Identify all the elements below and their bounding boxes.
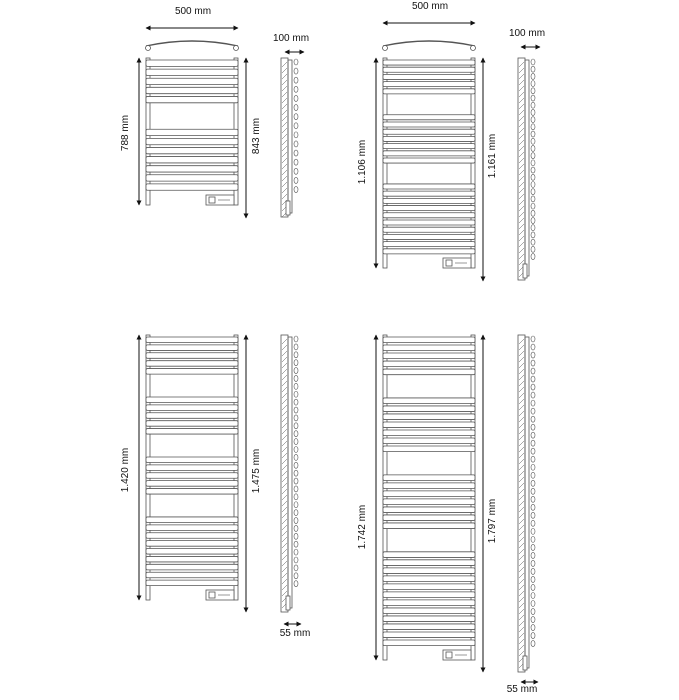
v4-bar-end <box>531 464 535 470</box>
v1-rail-end-left <box>146 46 151 51</box>
v2-bar <box>383 115 475 120</box>
v2-bar-end <box>531 131 535 137</box>
v2-depth-label: 100 mm <box>508 28 546 39</box>
v4-bar <box>383 430 475 436</box>
v2-bar-end <box>531 59 535 65</box>
v4-bar-end <box>531 641 535 647</box>
v1-bar <box>146 87 238 93</box>
v4-bar-end <box>531 480 535 486</box>
v1-radiator <box>146 41 299 217</box>
v3-side-body <box>288 337 292 608</box>
v3-bar-end <box>294 525 298 531</box>
v2-bar-end <box>531 167 535 173</box>
v1-bar <box>146 78 238 84</box>
v3-bar <box>146 533 238 539</box>
v2-bar <box>383 242 475 247</box>
v4-bar <box>383 608 475 614</box>
v2-bar-end <box>531 218 535 224</box>
v1-bar-end <box>294 177 298 183</box>
v4-bar-end <box>531 336 535 342</box>
v4-bar-end <box>531 633 535 639</box>
v1-rail-end-right <box>234 46 239 51</box>
v1-bar <box>146 166 238 172</box>
v4-bar <box>383 640 475 646</box>
v2-bar <box>383 89 475 94</box>
v4-bar <box>383 515 475 521</box>
v1-bar-end <box>294 86 298 92</box>
v4-bar <box>383 560 475 566</box>
v1-side-body <box>288 60 292 213</box>
v3-bar <box>146 525 238 531</box>
v2-bar <box>383 60 475 65</box>
v2-bar <box>383 67 475 72</box>
v3-bar <box>146 413 238 419</box>
v4-side-body <box>525 337 529 668</box>
v2-bar-end <box>531 246 535 252</box>
v3-bar-end <box>294 439 298 445</box>
v4-bar <box>383 491 475 497</box>
v2-bar <box>383 220 475 225</box>
v2-bar-end <box>531 239 535 245</box>
v2-bar-end <box>531 196 535 202</box>
v3-bar-end <box>294 565 298 571</box>
v2-height-label: 1.106 mm <box>357 139 368 185</box>
v2-bar <box>383 227 475 232</box>
v3-bar-end <box>294 352 298 358</box>
v1-bar-end <box>294 77 298 83</box>
v2-rail-end-left <box>383 46 388 51</box>
v1-bar <box>146 96 238 102</box>
v3-bar-end <box>294 462 298 468</box>
v4-bar-end <box>531 448 535 454</box>
v4-bar-end <box>531 592 535 598</box>
v3-bar-end <box>294 415 298 421</box>
v3-bar <box>146 549 238 555</box>
v3-bar <box>146 564 238 570</box>
v3-bar <box>146 556 238 562</box>
v3-bar-end <box>294 470 298 476</box>
v1-side-wall-plate <box>281 58 288 217</box>
v4-bar-end <box>531 344 535 350</box>
v2-bar <box>383 191 475 196</box>
v3-bar <box>146 369 238 375</box>
v1-bar <box>146 175 238 181</box>
v4-bar <box>383 446 475 452</box>
v2-bar <box>383 136 475 141</box>
v4-bar <box>383 345 475 351</box>
v1-bar-end <box>294 132 298 138</box>
v3-bar-end <box>294 399 298 405</box>
v2-bar-end <box>531 153 535 159</box>
v2-bar <box>383 151 475 156</box>
v4-bar <box>383 369 475 375</box>
v4-bar-end <box>531 432 535 438</box>
v3-bottom-depth-label: 55 mm <box>279 628 311 639</box>
v2-bar-end <box>531 174 535 180</box>
v1-height-label: 788 mm <box>120 114 131 152</box>
v4-bar <box>383 422 475 428</box>
v2-bar-end <box>531 66 535 72</box>
v4-bar-end <box>531 520 535 526</box>
v4-height-label: 1.742 mm <box>357 504 368 550</box>
v2-bar <box>383 184 475 189</box>
v1-bar <box>146 157 238 163</box>
v1-bar-end <box>294 159 298 165</box>
v1-total-height-label: 843 mm <box>251 117 262 155</box>
v2-bar-end <box>531 109 535 115</box>
v3-bar <box>146 465 238 471</box>
v3-bar-end <box>294 502 298 508</box>
v4-bar-end <box>531 544 535 550</box>
v3-bar <box>146 572 238 578</box>
v4-bar <box>383 361 475 367</box>
v3-bar-end <box>294 486 298 492</box>
v4-bar <box>383 624 475 630</box>
v2-bar-end <box>531 81 535 87</box>
v4-bar-end <box>531 601 535 607</box>
v2-bar-end <box>531 88 535 94</box>
v2-bar-end <box>531 145 535 151</box>
v4-bar <box>383 552 475 558</box>
v1-depth-label: 100 mm <box>272 33 310 44</box>
v3-bar-end <box>294 478 298 484</box>
v1-bar-end <box>294 141 298 147</box>
v2-bar-end <box>531 182 535 188</box>
v2-bar-end <box>531 95 535 101</box>
v2-bar <box>383 122 475 127</box>
v2-bar-end <box>531 225 535 231</box>
v3-bar-end <box>294 541 298 547</box>
v4-bar-end <box>531 568 535 574</box>
v2-bar <box>383 82 475 87</box>
v4-bar <box>383 576 475 582</box>
v3-bar <box>146 337 238 343</box>
v3-bar <box>146 405 238 411</box>
v4-bar-end <box>531 504 535 510</box>
v3-bar-end <box>294 581 298 587</box>
v2-bar-end <box>531 102 535 108</box>
v3-bar-end <box>294 336 298 342</box>
v4-bar <box>383 353 475 359</box>
v3-bar-end <box>294 518 298 524</box>
v4-bar <box>383 499 475 505</box>
v4-bar <box>383 523 475 529</box>
v4-bar-end <box>531 488 535 494</box>
v4-bar <box>383 507 475 513</box>
v4-bar <box>383 632 475 638</box>
v1-bar-end <box>294 168 298 174</box>
v4-bar-end <box>531 512 535 518</box>
v1-bar <box>146 184 238 190</box>
v1-bar <box>146 129 238 135</box>
v2-bar <box>383 158 475 163</box>
v1-bar-end <box>294 123 298 129</box>
v1-side-heater <box>286 201 290 215</box>
v2-bar-end <box>531 117 535 123</box>
v2-bar-end <box>531 232 535 238</box>
v3-bar-end <box>294 431 298 437</box>
v4-bar-end <box>531 392 535 398</box>
v1-bar-end <box>294 68 298 74</box>
v3-bar-end <box>294 344 298 350</box>
v4-bar <box>383 600 475 606</box>
v4-bar-end <box>531 625 535 631</box>
v3-bar-end <box>294 557 298 563</box>
v2-bar <box>383 206 475 211</box>
v4-bar-end <box>531 552 535 558</box>
v2-bar <box>383 198 475 203</box>
v4-bar-end <box>531 424 535 430</box>
v2-rail-end-right <box>471 46 476 51</box>
v3-bar <box>146 345 238 351</box>
v2-bar-end <box>531 189 535 195</box>
v3-bar-end <box>294 447 298 453</box>
v4-bar-end <box>531 376 535 382</box>
v3-bar-end <box>294 549 298 555</box>
v4-bar-end <box>531 472 535 478</box>
v2-side-heater <box>523 264 527 278</box>
v2-bar-end <box>531 254 535 260</box>
v4-bar-end <box>531 416 535 422</box>
v3-bar-end <box>294 383 298 389</box>
v4-bar-end <box>531 496 535 502</box>
v3-radiator <box>146 335 298 612</box>
v3-bar <box>146 421 238 427</box>
v4-bar-end <box>531 617 535 623</box>
v2-bar-end <box>531 138 535 144</box>
v3-bar <box>146 353 238 359</box>
v1-bar-end <box>294 105 298 111</box>
v4-bar-end <box>531 576 535 582</box>
v1-bar-end <box>294 150 298 156</box>
v4-bar <box>383 398 475 404</box>
v4-bar-end <box>531 528 535 534</box>
v2-bar <box>383 234 475 239</box>
v2-bar-end <box>531 73 535 79</box>
v3-bar-end <box>294 573 298 579</box>
v4-bar <box>383 337 475 343</box>
v3-height-label: 1.420 mm <box>120 447 131 493</box>
v2-bar-end <box>531 203 535 209</box>
v2-bar <box>383 213 475 218</box>
v2-width-label: 500 mm <box>411 1 449 12</box>
v3-bar <box>146 429 238 435</box>
v2-total-height-label: 1.161 mm <box>487 133 498 179</box>
v4-bar-end <box>531 560 535 566</box>
v4-bar-end <box>531 536 535 542</box>
v3-bar <box>146 457 238 463</box>
v3-bar <box>146 517 238 523</box>
v1-bar <box>146 138 238 144</box>
v4-bar-end <box>531 352 535 358</box>
v2-side-body <box>525 60 529 276</box>
v4-bar <box>383 475 475 481</box>
v3-bar-end <box>294 407 298 413</box>
v3-bar <box>146 473 238 479</box>
v4-bar-end <box>531 440 535 446</box>
v2-bar-end <box>531 160 535 166</box>
v2-bar-end <box>531 124 535 130</box>
v2-bar <box>383 129 475 134</box>
v1-bar-end <box>294 95 298 101</box>
v2-bar <box>383 249 475 254</box>
v1-bar-end <box>294 114 298 120</box>
v3-bar <box>146 541 238 547</box>
v4-bar <box>383 568 475 574</box>
v3-bar <box>146 361 238 367</box>
v3-bar-end <box>294 423 298 429</box>
v4-bar-end <box>531 400 535 406</box>
v1-bar-end <box>294 187 298 193</box>
v2-towel-rail <box>383 41 475 46</box>
v3-bar-end <box>294 391 298 397</box>
v3-bar-end <box>294 375 298 381</box>
v2-bar <box>383 74 475 79</box>
v4-bar <box>383 406 475 412</box>
v3-bar-end <box>294 368 298 374</box>
v4-bar <box>383 584 475 590</box>
v4-bar-end <box>531 368 535 374</box>
v1-bar <box>146 60 238 66</box>
v1-bar <box>146 147 238 153</box>
v1-bar-end <box>294 59 298 65</box>
v4-bar <box>383 414 475 420</box>
v4-bar-end <box>531 384 535 390</box>
v4-bar-end <box>531 360 535 366</box>
v4-side-heater <box>523 656 527 670</box>
v3-side-heater <box>286 596 290 610</box>
v3-bar-end <box>294 360 298 366</box>
v1-towel-rail <box>146 41 238 46</box>
v2-bar <box>383 144 475 149</box>
v4-bar-end <box>531 584 535 590</box>
v4-bar-end <box>531 609 535 615</box>
v3-bar <box>146 481 238 487</box>
v4-total-height-label: 1.797 mm <box>487 498 498 544</box>
v4-bar <box>383 438 475 444</box>
v2-radiator <box>383 41 536 280</box>
v3-bar-end <box>294 454 298 460</box>
v3-bar-end <box>294 510 298 516</box>
v4-bar <box>383 616 475 622</box>
v3-bar <box>146 397 238 403</box>
v4-bottom-depth-label: 55 mm <box>506 684 538 695</box>
v4-bar <box>383 483 475 489</box>
v4-bar-end <box>531 408 535 414</box>
v3-bar-end <box>294 533 298 539</box>
v2-bar-end <box>531 210 535 216</box>
v4-bar <box>383 592 475 598</box>
v3-bar <box>146 580 238 586</box>
v1-width-label: 500 mm <box>174 6 212 17</box>
v3-bar-end <box>294 494 298 500</box>
v3-bar <box>146 489 238 495</box>
v3-total-height-label: 1.475 mm <box>251 448 262 494</box>
v4-radiator <box>383 335 535 672</box>
v1-bar <box>146 69 238 75</box>
v4-bar-end <box>531 456 535 462</box>
